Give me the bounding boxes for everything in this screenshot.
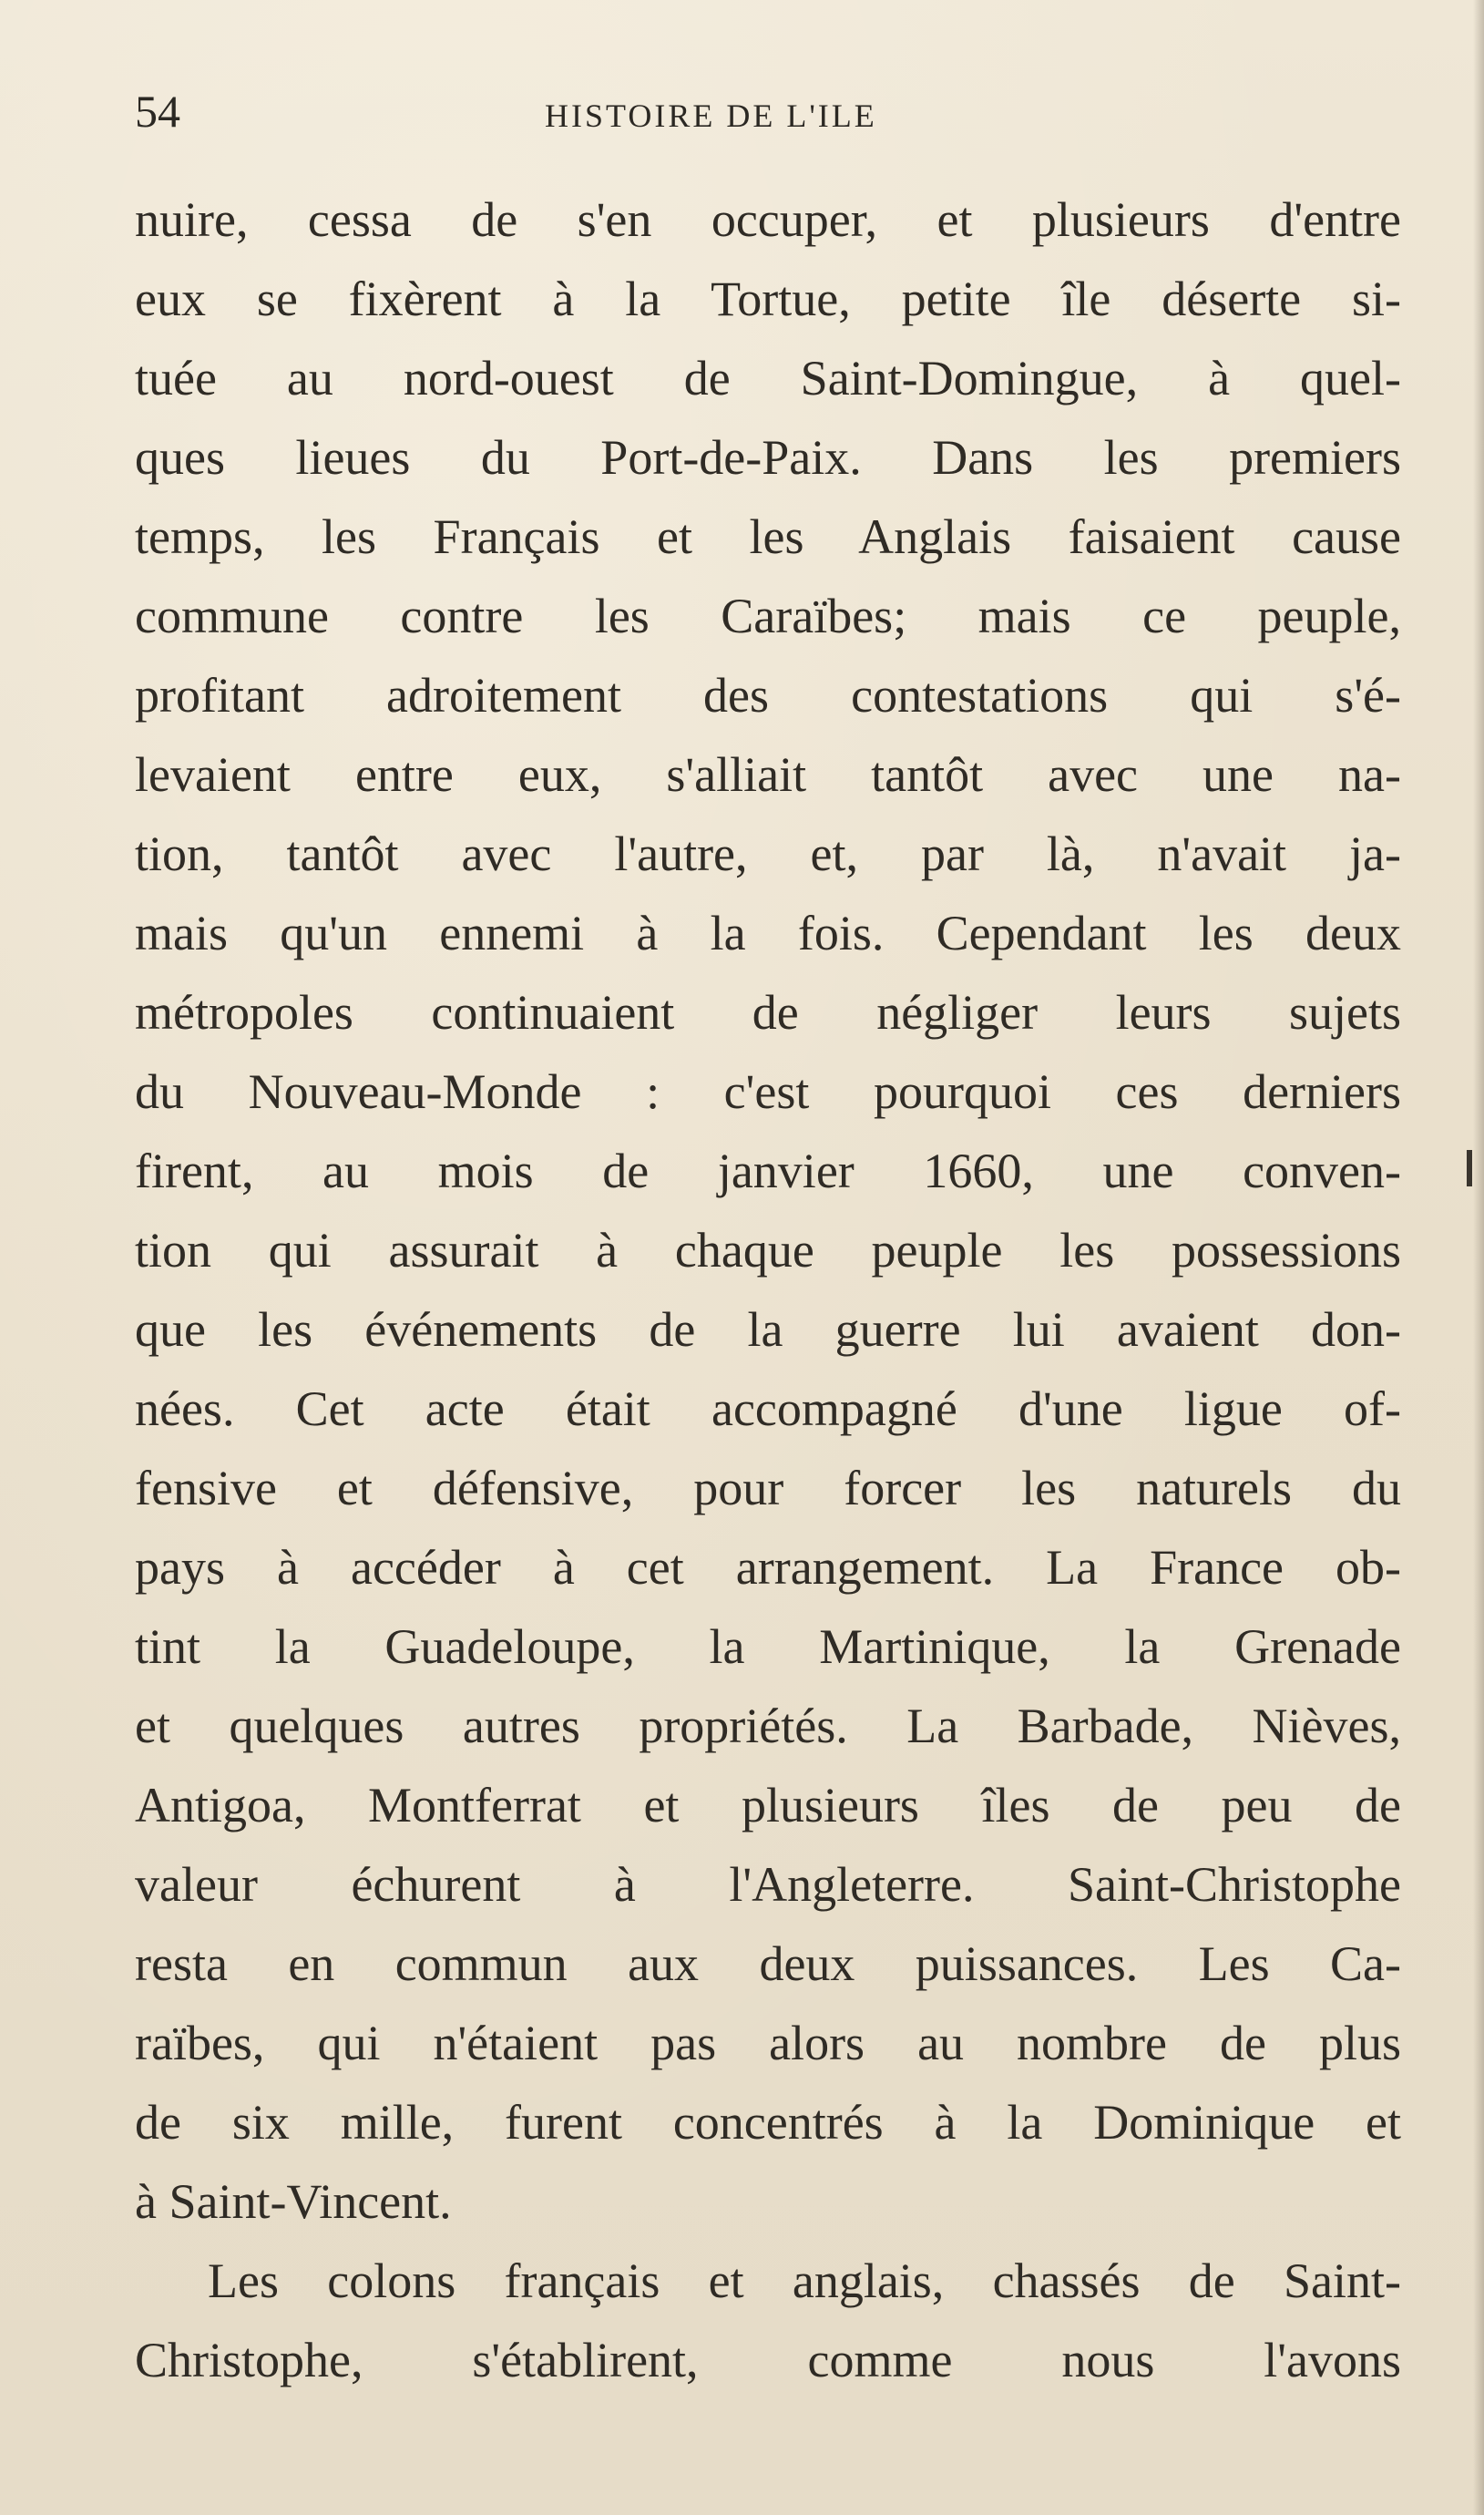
- text-line: tion, tantôt avec l'autre, et, par là, n'avait ja-: [135, 826, 1401, 881]
- text-line: Les colons français et anglais, chassés de Saint-: [208, 2253, 1401, 2308]
- text-line: levaient entre eux, s'alliait tantôt avec une na-: [135, 747, 1401, 802]
- text-line: eux se fixèrent à la Tortue, petite île déserte si-: [135, 272, 1401, 326]
- page-edge-shadow: [1473, 0, 1484, 2515]
- text-line: à Saint-Vincent.: [135, 2174, 452, 2229]
- text-line: du Nouveau-Monde : c'est pourquoi ces derniers: [135, 1064, 1401, 1119]
- text-line: profitant adroitement des contestations qui s'é-: [135, 668, 1401, 723]
- text-line: Christophe, s'établirent, comme nous l'avons: [135, 2333, 1401, 2387]
- running-head: HISTOIRE DE L'ILE: [545, 98, 877, 134]
- text-line: commune contre les Caraïbes; mais ce peuple,: [135, 589, 1401, 643]
- text-line: ques lieues du Port-de-Paix. Dans les premiers: [135, 430, 1401, 485]
- text-line: fensive et défensive, pour forcer les naturels du: [135, 1461, 1401, 1515]
- text-line: temps, les Français et les Anglais faisaient cause: [135, 509, 1401, 564]
- text-line: métropoles continuaient de négliger leurs sujets: [135, 985, 1401, 1040]
- text-line: raïbes, qui n'étaient pas alors au nombre de plus: [135, 2016, 1401, 2070]
- text-line: de six mille, furent concentrés à la Dominique et: [135, 2095, 1401, 2150]
- text-line: pays à accéder à cet arrangement. La France ob-: [135, 1540, 1401, 1595]
- text-line: tion qui assurait à chaque peuple les possessions: [135, 1223, 1401, 1278]
- margin-mark: [1467, 1150, 1472, 1186]
- page-number: 54: [135, 86, 180, 137]
- body-text: [135, 180, 1401, 2400]
- text-line: mais qu'un ennemi à la fois. Cependant les deux: [135, 906, 1401, 960]
- text-line: et quelques autres propriétés. La Barbade, Nièves,: [135, 1699, 1401, 1753]
- text-line: firent, au mois de janvier 1660, une conven-: [135, 1144, 1401, 1198]
- text-line: valeur échurent à l'Angleterre. Saint-Christophe: [135, 1857, 1401, 1912]
- text-line: Antigoa, Montferrat et plusieurs îles de peu de: [135, 1778, 1401, 1832]
- text-line: nées. Cet acte était accompagné d'une ligue of-: [135, 1381, 1401, 1436]
- text-line: que les événements de la guerre lui avaient don-: [135, 1302, 1401, 1357]
- page-header: [135, 84, 1401, 148]
- text-line: tuée au nord-ouest de Saint-Domingue, à quel-: [135, 351, 1401, 405]
- text-line: nuire, cessa de s'en occuper, et plusieurs d'entre: [135, 192, 1401, 247]
- text-line: resta en commun aux deux puissances. Les Ca-: [135, 1936, 1401, 1991]
- text-line: tint la Guadeloupe, la Martinique, la Grenade: [135, 1619, 1401, 1674]
